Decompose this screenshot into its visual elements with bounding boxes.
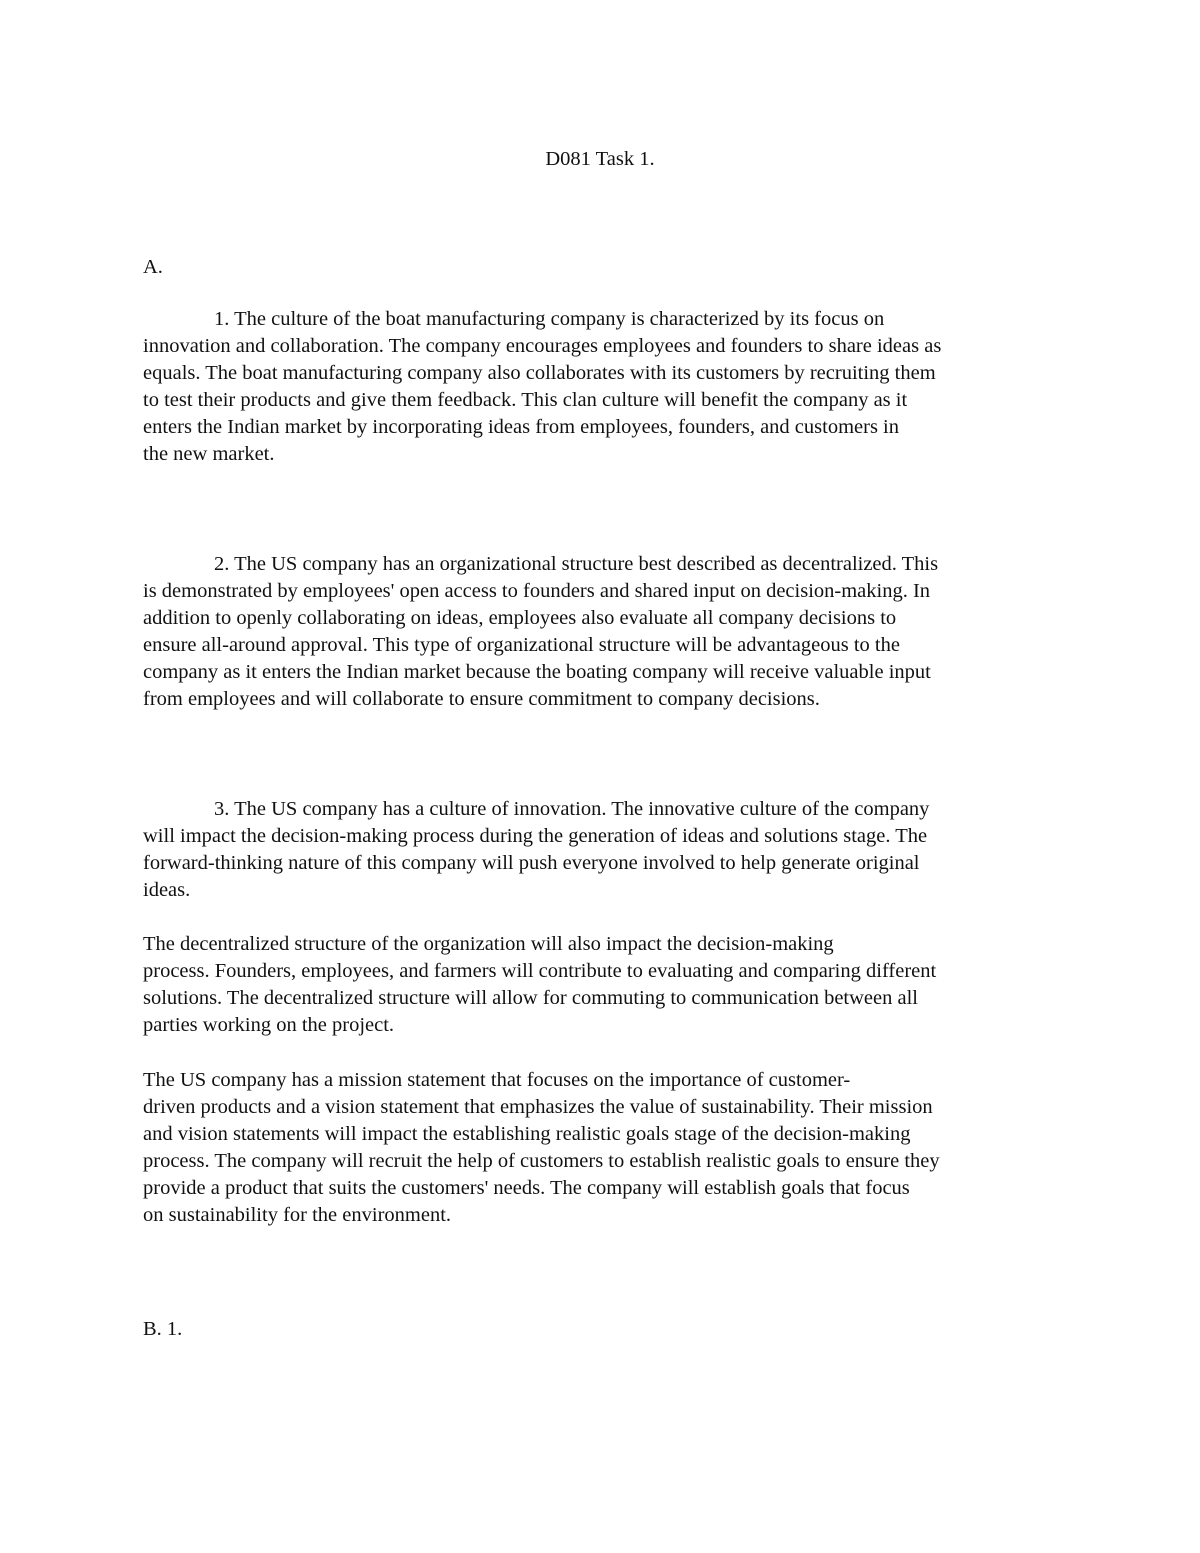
paragraph-a1 [143,306,941,468]
paragraph-line: 1. The culture of the boat manufacturing company is characterized by its focus on [214,308,885,330]
paragraph-line: forward-thinking nature of this company will push everyone involved to help generate original [143,852,920,874]
paragraph-line: The US company has a mission statement that focuses on the importance of customer- [143,1069,851,1091]
paragraph-line: to test their products and give them feedback. This clan culture will benefit the company as it [143,389,908,411]
section-a-label: A. [143,256,163,278]
paragraph-line: on sustainability for the environment. [143,1204,452,1226]
paragraph-line: process. The company will recruit the help of customers to establish realistic goals to ensure they [143,1150,940,1172]
paragraph-line: The decentralized structure of the organization will also impact the decision-making [143,933,834,955]
paragraph-line: ensure all-around approval. This type of organizational structure will be advantageous to the [143,634,900,656]
paragraph-line: addition to openly collaborating on ideas, employees also evaluate all company decisions to [143,607,897,629]
paragraph-line: from employees and will collaborate to ensure commitment to company decisions. [143,688,820,710]
paragraph-line: 2. The US company has an organizational structure best described as decentralized. This [214,553,939,575]
paragraph-line: driven products and a vision statement that emphasizes the value of sustainability. Their mission [143,1096,933,1118]
paragraph-line: innovation and collaboration. The company encourages employees and founders to share ideas as [143,335,942,357]
paragraph-line: process. Founders, employees, and farmers will contribute to evaluating and comparing different [143,960,937,982]
paragraph-line: solutions. The decentralized structure will allow for commuting to communication between all [143,987,918,1009]
paragraph-a3 [143,796,929,904]
paragraph-line: company as it enters the Indian market because the boating company will receive valuable input [143,661,931,683]
paragraph-line: ideas. [143,879,191,901]
section-b-label: B. 1. [143,1318,183,1340]
paragraph-line: equals. The boat manufacturing company also collaborates with its customers by recruiting them [143,362,936,384]
paragraph-a2 [143,551,938,713]
paragraph-line: enters the Indian market by incorporating ideas from employees, founders, and customers in [143,416,899,438]
paragraph-line: will impact the decision-making process during the generation of ideas and solutions stage. The [143,825,928,847]
paragraph-line: provide a product that suits the customers' needs. The company will establish goals that focus [143,1177,910,1199]
document-title: D081 Task 1. [545,148,655,170]
paragraph-line: is demonstrated by employees' open access to founders and shared input on decision-making. In [143,580,931,602]
paragraph-line: parties working on the project. [143,1014,395,1036]
paragraph-line: the new market. [143,443,275,465]
paragraph-mission [143,1067,940,1229]
paragraph-line: and vision statements will impact the establishing realistic goals stage of the decision-making [143,1123,911,1145]
paragraph-decentralized [143,931,936,1039]
paragraph-line: 3. The US company has a culture of innovation. The innovative culture of the company [214,798,930,820]
